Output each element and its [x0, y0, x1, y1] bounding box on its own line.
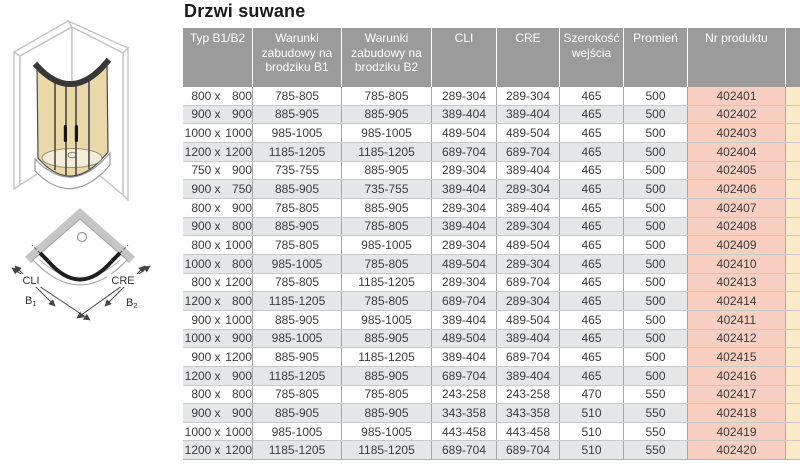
cell-side-partial	[786, 311, 800, 329]
cell-cre: 289-304	[497, 87, 560, 105]
cell-warunki_b1: 885-905	[253, 311, 342, 329]
cell-warunki_b1: 785-805	[253, 274, 342, 292]
column-header: Nr produktu	[688, 28, 786, 87]
shower-plan-diagram	[2, 200, 177, 335]
cell-product-number: 402404	[688, 143, 786, 161]
cell-typ: 900 x 800	[183, 218, 253, 236]
cell-cre: 489-504	[497, 124, 560, 142]
table-row	[183, 367, 800, 386]
cell-szerokosc: 510	[560, 423, 624, 441]
b1-label: B1	[25, 295, 37, 308]
cell-warunki_b2: 785-805	[342, 292, 432, 310]
cell-szerokosc: 465	[560, 143, 624, 161]
cell-warunki_b1: 1185-1205	[253, 143, 342, 161]
cell-product-number: 402411	[688, 311, 786, 329]
table-row	[183, 386, 800, 405]
cell-warunki_b2: 785-805	[342, 87, 432, 105]
cell-warunki_b2: 985-1005	[342, 311, 432, 329]
table-row	[183, 218, 800, 237]
cell-szerokosc: 465	[560, 106, 624, 124]
cell-cre: 389-404	[497, 330, 560, 348]
cell-product-number: 402420	[688, 441, 786, 459]
table-body	[183, 87, 800, 460]
cell-typ: 1200 x 1200	[184, 443, 252, 458]
cell-cre: 389-404	[497, 199, 560, 217]
cell-cli: 289-304	[432, 274, 497, 292]
cre-label: CRE	[111, 275, 135, 287]
cell-cli: 389-404	[432, 106, 497, 124]
cell-typ: 900 x 750	[183, 180, 253, 198]
shower-isometric-diagram	[2, 8, 177, 208]
cell-promien: 550	[624, 386, 688, 404]
table-row	[183, 87, 800, 106]
cell-warunki_b1: 885-905	[253, 106, 342, 124]
cell-product-number: 402406	[688, 180, 786, 198]
cell-warunki_b1: 735-755	[253, 162, 342, 180]
cell-typ: 900 x 900	[183, 106, 253, 124]
cell-promien: 500	[624, 162, 688, 180]
b2-label: B2	[126, 297, 138, 310]
cell-cre: 289-304	[497, 255, 560, 273]
cell-typ: 800 x 900	[183, 199, 253, 217]
cell-promien: 500	[624, 255, 688, 273]
drain-icon	[78, 233, 87, 242]
door-handle-right	[75, 125, 78, 142]
cell-warunki_b1: 785-805	[253, 386, 342, 404]
cell-cre: 343-358	[497, 404, 560, 422]
cell-promien: 500	[624, 218, 688, 236]
table-row	[183, 199, 800, 218]
cell-cli: 489-504	[432, 255, 497, 273]
cell-cre: 689-704	[497, 348, 560, 366]
cell-typ: 1000 x 1000	[184, 126, 252, 141]
cell-warunki_b2: 985-1005	[342, 236, 432, 254]
cell-cli: 489-504	[432, 330, 497, 348]
cell-promien: 500	[624, 199, 688, 217]
cell-promien: 500	[624, 87, 688, 105]
cell-warunki_b1: 785-805	[253, 199, 342, 217]
cell-typ: 1200 x 1200	[184, 144, 252, 159]
diagram-panel	[0, 0, 183, 465]
cell-cli: 443-458	[432, 423, 497, 441]
cell-product-number: 402419	[688, 423, 786, 441]
cell-cre: 243-258	[497, 386, 560, 404]
cell-warunki_b2: 785-805	[342, 218, 432, 236]
cell-side-partial	[786, 236, 800, 254]
cell-promien: 500	[624, 236, 688, 254]
cell-cli: 389-404	[432, 180, 497, 198]
cell-cre: 289-304	[497, 218, 560, 236]
cell-side-partial	[786, 143, 800, 161]
cell-product-number: 402417	[688, 386, 786, 404]
cell-product-number: 402415	[688, 348, 786, 366]
cell-warunki_b1: 885-905	[253, 404, 342, 422]
cell-warunki_b1: 785-805	[253, 87, 342, 105]
cell-warunki_b1: 885-905	[253, 180, 342, 198]
cell-promien: 500	[624, 124, 688, 142]
table-row	[183, 236, 800, 255]
cell-product-number: 402408	[688, 218, 786, 236]
cell-typ: 900 x 1200	[183, 348, 253, 366]
cell-cli: 689-704	[432, 367, 497, 385]
cell-szerokosc: 465	[560, 255, 624, 273]
cell-cli: 289-304	[432, 236, 497, 254]
cell-side-partial	[786, 87, 800, 105]
cell-side-partial	[786, 423, 800, 441]
cell-cli: 689-704	[432, 143, 497, 161]
cell-side-partial	[786, 180, 800, 198]
table-row	[183, 255, 800, 274]
cell-warunki_b2: 885-905	[342, 199, 432, 217]
cell-cre: 389-404	[497, 106, 560, 124]
cell-typ: 900 x 900	[183, 404, 253, 422]
table-header-row	[183, 28, 800, 87]
cell-szerokosc: 465	[560, 367, 624, 385]
cell-warunki_b2: 885-905	[342, 106, 432, 124]
table-row	[183, 106, 800, 125]
cell-warunki_b1: 1185-1205	[253, 441, 342, 459]
cell-warunki_b2: 885-905	[342, 330, 432, 348]
cell-warunki_b2: 1185-1205	[342, 274, 432, 292]
cell-cli: 289-304	[432, 199, 497, 217]
cell-szerokosc: 510	[560, 404, 624, 422]
cell-warunki_b2: 885-905	[342, 404, 432, 422]
page-title: Drzwi suwane	[184, 1, 306, 21]
cell-warunki_b1: 985-1005	[253, 124, 342, 142]
cell-szerokosc: 465	[560, 199, 624, 217]
table-row	[183, 311, 800, 330]
cell-promien: 500	[624, 348, 688, 366]
cell-szerokosc: 465	[560, 162, 624, 180]
cell-typ: 1200 x 800	[184, 294, 252, 309]
cell-cre: 689-704	[497, 143, 560, 161]
cell-warunki_b1: 1185-1205	[253, 367, 342, 385]
cell-typ: 800 x 800	[183, 87, 253, 105]
cell-warunki_b1: 885-905	[253, 348, 342, 366]
table-row	[183, 292, 800, 311]
cell-promien: 500	[624, 106, 688, 124]
cell-warunki_b2: 785-805	[342, 386, 432, 404]
cell-warunki_b2: 885-905	[342, 367, 432, 385]
cell-promien: 500	[624, 274, 688, 292]
cell-product-number: 402414	[688, 292, 786, 310]
table-row	[183, 124, 800, 143]
cell-side-partial	[786, 162, 800, 180]
cell-promien: 500	[624, 311, 688, 329]
cell-typ: 800 x 800	[183, 386, 253, 404]
cell-cli: 289-304	[432, 162, 497, 180]
cell-cre: 389-404	[497, 367, 560, 385]
cell-cre: 489-504	[497, 236, 560, 254]
table-row	[183, 348, 800, 367]
cell-promien: 500	[624, 180, 688, 198]
cell-cre: 443-458	[497, 423, 560, 441]
product-table	[183, 28, 800, 460]
table-row	[183, 162, 800, 181]
table-row	[183, 423, 800, 442]
cell-szerokosc: 465	[560, 274, 624, 292]
cell-promien: 500	[624, 367, 688, 385]
cell-szerokosc: 465	[560, 180, 624, 198]
cell-side-partial	[786, 218, 800, 236]
cell-product-number: 402413	[688, 274, 786, 292]
cell-warunki_b1: 785-805	[253, 236, 342, 254]
cell-warunki_b2: 1185-1205	[342, 441, 432, 459]
cell-szerokosc: 465	[560, 87, 624, 105]
column-header: Typ B1/B2	[183, 28, 253, 87]
cell-cli: 243-258	[432, 386, 497, 404]
cell-typ: 1200 x 900	[184, 368, 252, 383]
cell-warunki_b2: 985-1005	[342, 423, 432, 441]
cell-warunki_b2: 785-805	[342, 255, 432, 273]
table-row	[183, 441, 800, 459]
table-row	[183, 143, 800, 162]
column-header: CRE	[497, 28, 560, 87]
cell-cli: 689-704	[432, 292, 497, 310]
cell-szerokosc: 465	[560, 124, 624, 142]
cell-warunki_b2: 985-1005	[342, 124, 432, 142]
cell-product-number: 402407	[688, 199, 786, 217]
table-row	[183, 330, 800, 349]
cell-product-number: 402412	[688, 330, 786, 348]
cell-warunki_b1: 985-1005	[253, 330, 342, 348]
cell-product-number: 402405	[688, 162, 786, 180]
cell-warunki_b2: 735-755	[342, 180, 432, 198]
table-row	[183, 180, 800, 199]
cell-szerokosc: 465	[560, 218, 624, 236]
cell-szerokosc: 465	[560, 292, 624, 310]
cell-product-number: 402402	[688, 106, 786, 124]
cell-side-partial	[786, 367, 800, 385]
cell-cre: 289-304	[497, 180, 560, 198]
cell-warunki_b1: 1185-1205	[253, 292, 342, 310]
cell-promien: 550	[624, 404, 688, 422]
cell-side-partial	[786, 404, 800, 422]
column-header: Szerokość wejścia	[560, 28, 624, 87]
cell-product-number: 402403	[688, 124, 786, 142]
cell-side-partial	[786, 330, 800, 348]
cell-cli: 389-404	[432, 348, 497, 366]
cell-typ: 800 x 1200	[183, 274, 253, 292]
cell-side-partial	[786, 274, 800, 292]
cell-szerokosc: 465	[560, 236, 624, 254]
cell-side-partial	[786, 106, 800, 124]
cell-typ: 1000 x 900	[184, 331, 252, 346]
cell-typ: 1000 x 1000	[184, 424, 252, 439]
cell-cli: 489-504	[432, 124, 497, 142]
cell-product-number: 402416	[688, 367, 786, 385]
cell-cre: 489-504	[497, 311, 560, 329]
cell-product-number: 402418	[688, 404, 786, 422]
cell-side-partial	[786, 255, 800, 273]
column-header: Promień	[624, 28, 688, 87]
cell-promien: 500	[624, 330, 688, 348]
cell-cli: 289-304	[432, 87, 497, 105]
cell-promien: 550	[624, 441, 688, 459]
cell-cre: 389-404	[497, 162, 560, 180]
cell-side-partial	[786, 348, 800, 366]
cell-side-partial	[786, 441, 800, 459]
cli-label: CLI	[22, 275, 40, 287]
column-header: Warunki zabudowy na brodziku B2	[342, 28, 432, 87]
cell-cli: 343-358	[432, 404, 497, 422]
cell-szerokosc: 465	[560, 348, 624, 366]
cell-side-partial	[786, 124, 800, 142]
column-header: CLI	[432, 28, 497, 87]
cell-warunki_b2: 885-905	[342, 162, 432, 180]
table-row	[183, 404, 800, 423]
cell-cli: 389-404	[432, 311, 497, 329]
cell-cre: 289-304	[497, 292, 560, 310]
cell-cre: 689-704	[497, 441, 560, 459]
cell-typ: 900 x 1000	[183, 311, 253, 329]
cell-warunki_b1: 985-1005	[253, 255, 342, 273]
table-row	[183, 274, 800, 293]
cell-warunki_b1: 885-905	[253, 218, 342, 236]
cell-cre: 689-704	[497, 274, 560, 292]
cell-side-partial	[786, 199, 800, 217]
cell-product-number: 402410	[688, 255, 786, 273]
cell-product-number: 402409	[688, 236, 786, 254]
cell-side-partial	[786, 386, 800, 404]
cell-szerokosc: 465	[560, 330, 624, 348]
cell-warunki_b2: 1185-1205	[342, 143, 432, 161]
cell-warunki_b2: 1185-1205	[342, 348, 432, 366]
cell-side-partial	[786, 292, 800, 310]
cell-cli: 389-404	[432, 218, 497, 236]
cell-promien: 550	[624, 423, 688, 441]
cell-cli: 689-704	[432, 441, 497, 459]
cell-product-number: 402401	[688, 87, 786, 105]
cell-typ: 750 x 900	[183, 162, 253, 180]
cell-szerokosc: 470	[560, 386, 624, 404]
cell-warunki_b1: 985-1005	[253, 423, 342, 441]
cell-szerokosc: 465	[560, 311, 624, 329]
door-handle-left	[64, 125, 67, 142]
cell-typ: 800 x 1000	[183, 236, 253, 254]
cell-promien: 500	[624, 292, 688, 310]
column-header: Warunki zabudowy na brodziku B1	[253, 28, 342, 87]
cell-typ: 1000 x 800	[184, 256, 252, 271]
column-header-partial	[786, 28, 800, 87]
cell-szerokosc: 510	[560, 441, 624, 459]
cell-promien: 500	[624, 143, 688, 161]
